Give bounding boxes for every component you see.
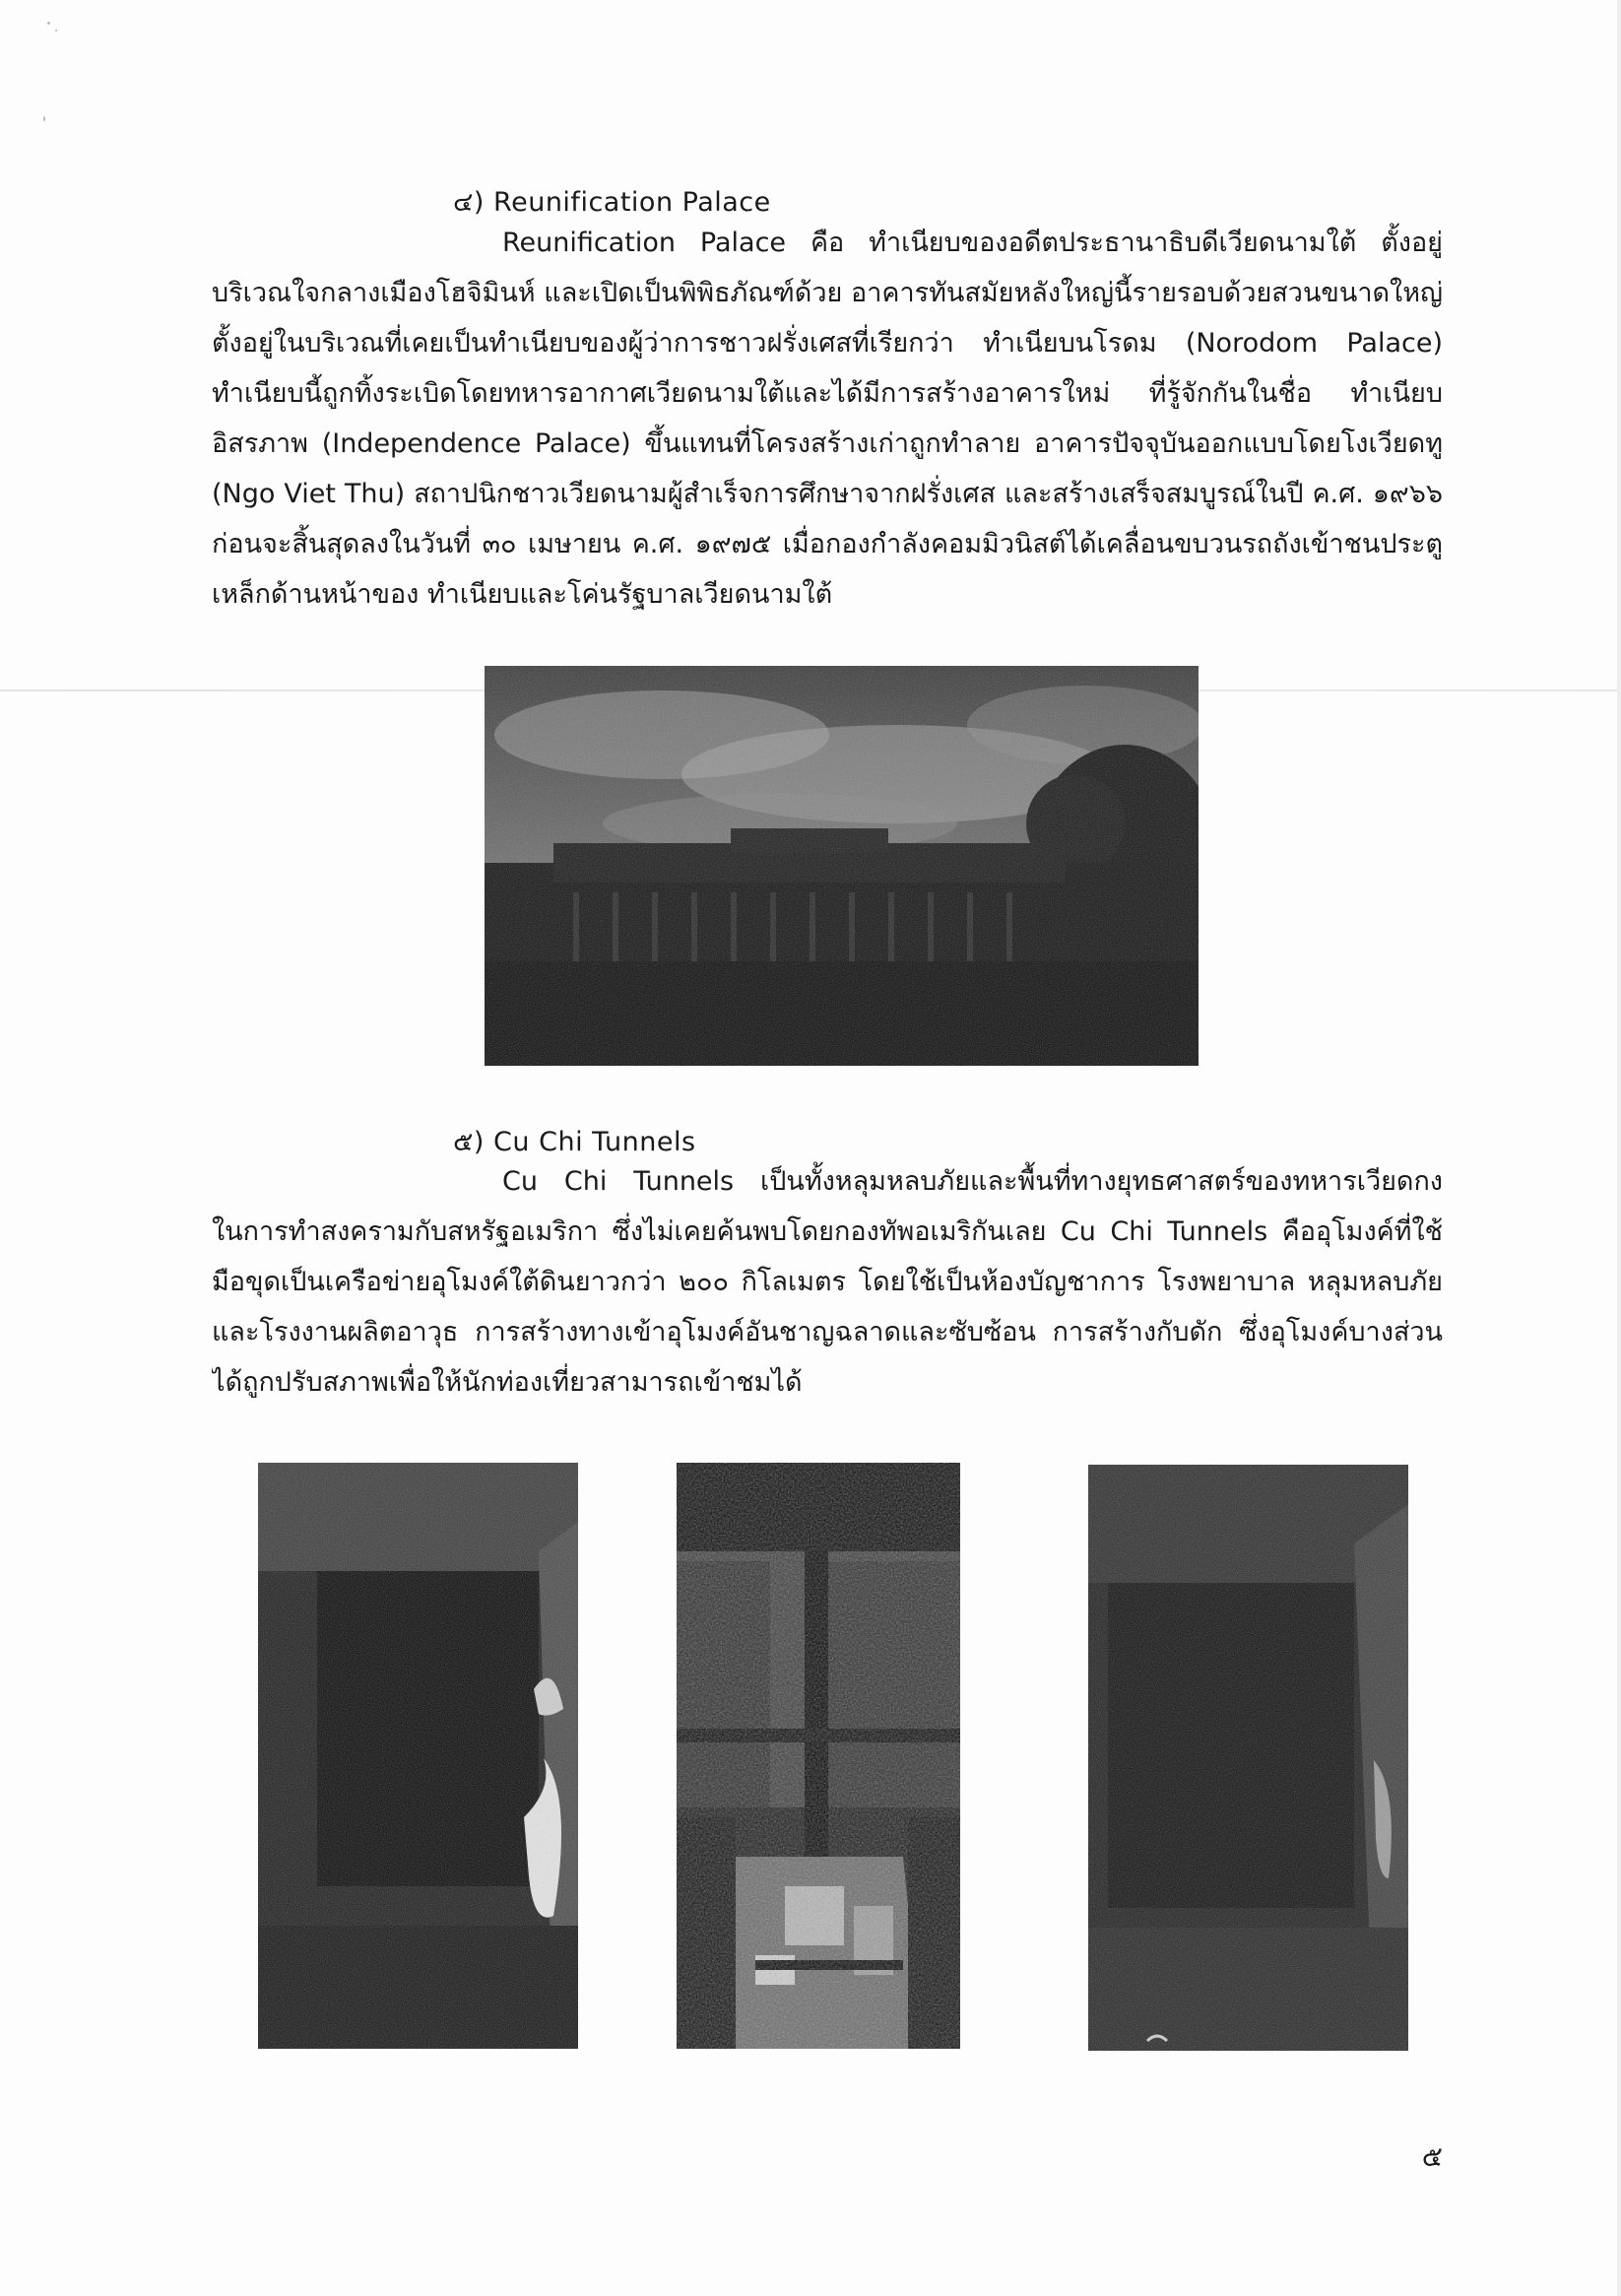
cu-chi-tunnel-photo-3 <box>1088 1465 1408 2051</box>
paragraph-line: ตั้งอยู่ในบริเวณที่เคยเป็นทำเนียบของผู้ว่าการชาวฝรั่งเศสที่เรียกว่า ทำเนียบนโรดม (Norodom Palace) <box>212 328 1443 359</box>
paragraph-line: ได้ถูกปรับสภาพเพื่อให้นักท่องเที่ยวสามารถเข้าชมได้ <box>212 1367 803 1398</box>
scan-edge-shadow <box>1617 0 1621 2296</box>
paragraph-line: ทำเนียบนี้ถูกทิ้งระเบิดโดยทหารอากาศเวียดนามใต้และได้มีการสร้างอาคารใหม่ ที่รู้จักกันในชื่อ ทำเนียบ <box>212 378 1443 409</box>
paragraph-line: ในการทำสงครามกับสหรัฐอเมริกา ซึ่งไม่เคยค้นพบโดยกองทัพอเมริกันเลย Cu Chi Tunnels คืออุโมงค์ที่ใช้ <box>212 1216 1443 1247</box>
paragraph-line: (Ngo Viet Thu) สถาปนิกชาวเวียดนามผู้สำเร็จการศึกษาจากฝรั่งเศส และสร้างเสร็จสมบูรณ์ในปี ค.ศ. ๑๙๖๖ <box>212 479 1443 509</box>
section-4-heading: ๔) Reunification Palace <box>453 187 771 218</box>
paragraph-line: บริเวณใจกลางเมืองโฮจิมินห์ และเปิดเป็นพิพิธภัณฑ์ด้วย อาคารทันสมัยหลังใหญ่นี้รายรอบด้วยสวนขนาดใหญ่ <box>212 278 1443 308</box>
scan-speck <box>55 30 57 32</box>
scan-speck <box>47 22 50 25</box>
cu-chi-tunnel-photo-2 <box>677 1463 960 2049</box>
paragraph-line: มือขุดเป็นเครือข่ายอุโมงค์ใต้ดินยาวกว่า ๒๐๐ กิโลเมตร โดยใช้เป็นห้องบัญชาการ โรงพยาบาล หลุมหลบภัย <box>212 1267 1443 1297</box>
scan-speck <box>43 116 45 121</box>
section-4-paragraph <box>212 218 1443 620</box>
page-number: ๕ <box>1421 2140 1443 2173</box>
paragraph-line: อิสรภาพ (Independence Palace) ขึ้นแทนที่โครงสร้างเก่าถูกทำลาย อาคารปัจจุบันออกแบบโดยโงเวียดทู <box>212 428 1443 459</box>
paragraph-line: Reunification Palace คือ ทำเนียบของอดีตประธานาธิบดีเวียดนามใต้ ตั้งอยู่ <box>502 228 1443 258</box>
paragraph-line: ก่อนจะสิ้นสุดลงในวันที่ ๓๐ เมษายน ค.ศ. ๑๙๗๕ เมื่อกองกำลังคอมมิวนิสต์ได้เคลื่อนขบวนรถถังเข้าชนประตู <box>212 529 1443 559</box>
reunification-palace-photo <box>485 666 1199 1066</box>
section-5-heading: ๕) Cu Chi Tunnels <box>453 1127 696 1157</box>
paragraph-line: Cu Chi Tunnels เป็นทั้งหลุมหลบภัยและพื้นที่ทางยุทธศาสตร์ของทหารเวียดกง <box>502 1166 1443 1197</box>
section-5-paragraph <box>212 1156 1443 1408</box>
cu-chi-tunnel-photo-1 <box>258 1463 578 2049</box>
paragraph-line: และโรงงานผลิตอาวุธ การสร้างทางเข้าอุโมงค์อันชาญฉลาดและซับซ้อน การสร้างกับดัก ซึ่งอุโมงค์บางส่วน <box>212 1317 1443 1347</box>
paragraph-line: เหล็กด้านหน้าของ ทำเนียบและโค่นรัฐบาลเวียดนามใต้ <box>212 579 833 610</box>
